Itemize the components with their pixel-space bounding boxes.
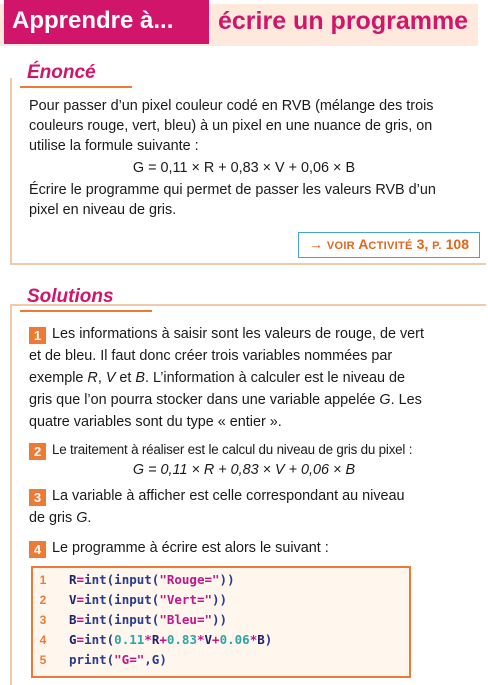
solution-4-line-1: [29, 538, 477, 558]
code-source: [69, 630, 272, 650]
solution-1-line-1: [29, 324, 477, 344]
enonce-formula: G = 0,11 × R + 0,83 × V + 0,06 × B: [132, 160, 356, 176]
line-number: 4: [39, 633, 47, 647]
tok: ): [264, 632, 273, 647]
code-line: [33, 590, 409, 610]
tok: *: [249, 632, 258, 647]
code-line: [33, 650, 409, 670]
s1-l3a: exemple: [29, 370, 88, 386]
tok: +: [159, 632, 167, 647]
tok: B: [257, 632, 265, 647]
enonce-line-2: couleurs rouge, vert, bleu) à un pixel en une nuance de gris, on: [29, 118, 433, 134]
line-number: 2: [39, 593, 47, 607]
step-4-badge: 4: [29, 541, 46, 558]
s1-l4c: . Les: [390, 392, 422, 408]
enonce-underline: [20, 86, 132, 88]
tok: )): [212, 612, 228, 627]
step-1-badge: 1: [29, 327, 46, 344]
tok: =: [76, 572, 85, 587]
ref-voir: VOIR: [326, 240, 355, 252]
header-title: écrire un programme: [218, 7, 469, 35]
tok: "Rouge=": [159, 572, 220, 587]
s1-l3g: . L’information à calculer est le niveau de: [145, 370, 406, 386]
tok: +: [212, 632, 220, 647]
ref-num: 3,: [416, 236, 429, 252]
s3-l2c: .: [87, 510, 92, 526]
line-number: 3: [39, 613, 47, 627]
page-header: [0, 0, 488, 50]
solution-3-text: La variable à afficher est celle correspondant au niveau: [52, 488, 405, 504]
tok: print(: [69, 652, 115, 667]
tok: =: [76, 612, 85, 627]
var-g: G: [379, 392, 391, 408]
code-line: [33, 570, 409, 590]
solution-1-line-3: [29, 368, 477, 388]
solution-2-formula: G = 0,11 × R + 0,83 × V + 0,06 × B: [132, 462, 356, 478]
tok: ,G): [144, 652, 167, 667]
tok: 0.11: [114, 632, 145, 647]
step-3-badge: 3: [29, 489, 46, 506]
arrow-right-icon: →: [308, 236, 323, 252]
solution-3-line-2: [29, 508, 477, 528]
ref-page: 108: [445, 236, 469, 252]
enonce-line-3: utilise la formule suivante :: [29, 138, 199, 154]
tok: int(: [84, 632, 115, 647]
tok: 0.06: [219, 632, 250, 647]
tok: B: [69, 612, 77, 627]
s3-l2a: de gris: [29, 510, 77, 526]
solution-2-line-1: [29, 440, 477, 460]
solutions-title: Solutions: [27, 286, 114, 307]
code-source: [69, 590, 227, 610]
var-g-2: G: [76, 510, 88, 526]
step-2-badge: 2: [29, 443, 46, 460]
tok: =: [76, 592, 85, 607]
tok: "Vert=": [159, 592, 213, 607]
var-b: B: [135, 370, 146, 386]
solution-1-line-5: quatre variables sont du type « entier ».: [29, 414, 282, 430]
code-line: [33, 610, 409, 630]
s1-l3c: ,: [97, 370, 106, 386]
tok: =: [76, 632, 85, 647]
enonce-title: Énoncé: [27, 62, 96, 83]
s1-l4a: gris que l’on pourra stocker dans une variable appelée: [29, 392, 380, 408]
code-listing: [31, 566, 411, 678]
line-number: 1: [39, 573, 47, 587]
solution-1-line-4: [29, 390, 477, 410]
enonce-line-5: pixel en niveau de gris.: [29, 202, 177, 218]
tok: V: [204, 632, 213, 647]
tok: 0.83: [166, 632, 197, 647]
tok: G: [69, 632, 77, 647]
tok: int(input(: [84, 572, 160, 587]
code-source: [69, 570, 235, 590]
var-r: R: [87, 370, 98, 386]
line-number: 5: [39, 653, 47, 667]
voir-activite-link[interactable]: [298, 232, 480, 258]
tok: "Bleu=": [159, 612, 213, 627]
enonce-line-4: Écrire le programme qui permet de passer les valeurs RVB d’un: [29, 182, 436, 198]
code-line: [33, 630, 409, 650]
solution-2-text: Le traitement à réaliser est le calcul du niveau de gris du pixel :: [52, 442, 413, 457]
tok: *: [144, 632, 152, 647]
solution-1-line-2: et de bleu. Il faut donc créer trois variables nommées par: [29, 348, 393, 364]
ref-p: P.: [432, 240, 442, 252]
enonce-line-1: Pour passer d’un pixel couleur codé en RVB (mélange des trois: [29, 98, 434, 114]
tok: *: [196, 632, 205, 647]
header-tag: Apprendre à...: [4, 0, 209, 44]
tok: R: [151, 632, 160, 647]
tok: V: [69, 592, 77, 607]
var-v: V: [105, 370, 116, 386]
tok: )): [219, 572, 235, 587]
tok: )): [212, 592, 228, 607]
ref-activite-cap: A: [358, 236, 369, 252]
tok: R: [69, 572, 77, 587]
ref-activite-rest: CTIVITÉ: [368, 240, 413, 252]
solution-1-text-1: Les informations à saisir sont les valeurs de rouge, de vert: [52, 326, 424, 342]
tok: int(input(: [84, 612, 160, 627]
s1-l3e: et: [115, 370, 136, 386]
code-source: [69, 610, 227, 630]
tok: int(input(: [84, 592, 160, 607]
solution-4-text: Le programme à écrire est alors le suivant :: [52, 540, 329, 556]
solution-3-line-1: [29, 486, 477, 506]
solutions-underline: [20, 310, 152, 312]
code-source: [69, 650, 167, 670]
tok: "G=": [114, 652, 145, 667]
